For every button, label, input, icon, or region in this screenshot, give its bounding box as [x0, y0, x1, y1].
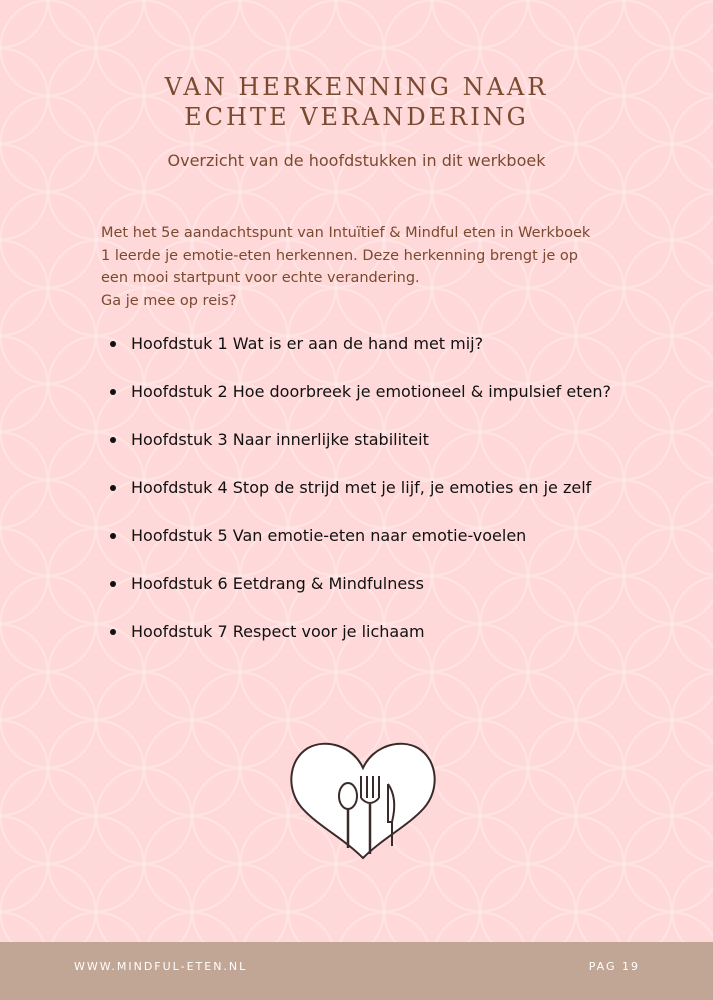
chapter-label: Hoofdstuk 5 Van emotie-eten naar emotie-voelen — [131, 526, 527, 545]
bullet-icon — [110, 533, 116, 539]
heart-spoon-fork-icon — [288, 738, 438, 860]
bullet-icon — [110, 485, 116, 491]
chapter-item-3 — [101, 426, 661, 474]
page-title-line-1: VAN HERKENNING NAAR — [164, 73, 549, 101]
bullet-icon — [110, 389, 116, 395]
chapter-item-7 — [101, 618, 661, 666]
bullet-icon — [110, 437, 116, 443]
chapter-item-6 — [101, 570, 661, 618]
chapter-item-1 — [101, 330, 661, 378]
page-title-line-2: ECHTE VERANDERING — [184, 103, 529, 131]
chapter-label: Hoofdstuk 3 Naar innerlijke stabiliteit — [131, 430, 429, 449]
intro-line: een mooi startpunt voor echte verandering. — [101, 270, 420, 286]
chapter-label: Hoofdstuk 7 Respect voor je lichaam — [131, 622, 425, 641]
chapter-label: Hoofdstuk 6 Eetdrang & Mindfulness — [131, 574, 424, 593]
bullet-icon — [110, 581, 116, 587]
intro-line: 1 leerde je emotie-eten herkennen. Deze herkenning brengt je op — [101, 247, 578, 264]
page-subtitle: Overzicht van de hoofdstukken in dit werkboek — [167, 151, 546, 170]
intro-line: Met het 5e aandachtspunt van Intuïtief & Mindful eten in Werkboek — [101, 225, 591, 241]
footer-bar — [0, 942, 713, 1000]
chapter-item-4 — [101, 474, 661, 522]
chapter-item-5 — [101, 522, 661, 570]
page-number: PAG 19 — [588, 960, 640, 973]
chapter-label: Hoofdstuk 4 Stop de strijd met je lijf, je emoties en je zelf — [131, 478, 592, 497]
chapter-item-2 — [101, 378, 661, 426]
website-link[interactable]: WWW.MINDFUL-ETEN.NL — [74, 960, 248, 973]
bullet-icon — [110, 629, 116, 635]
chapter-list — [101, 330, 661, 666]
intro-paragraph — [101, 222, 641, 312]
intro-line: Ga je mee op reis? — [101, 292, 237, 309]
bullet-icon — [110, 341, 116, 347]
page-title — [0, 72, 713, 132]
chapter-label: Hoofdstuk 1 Wat is er aan de hand met mij? — [131, 334, 484, 353]
chapter-label: Hoofdstuk 2 Hoe doorbreek je emotioneel & impulsief eten? — [131, 382, 611, 401]
